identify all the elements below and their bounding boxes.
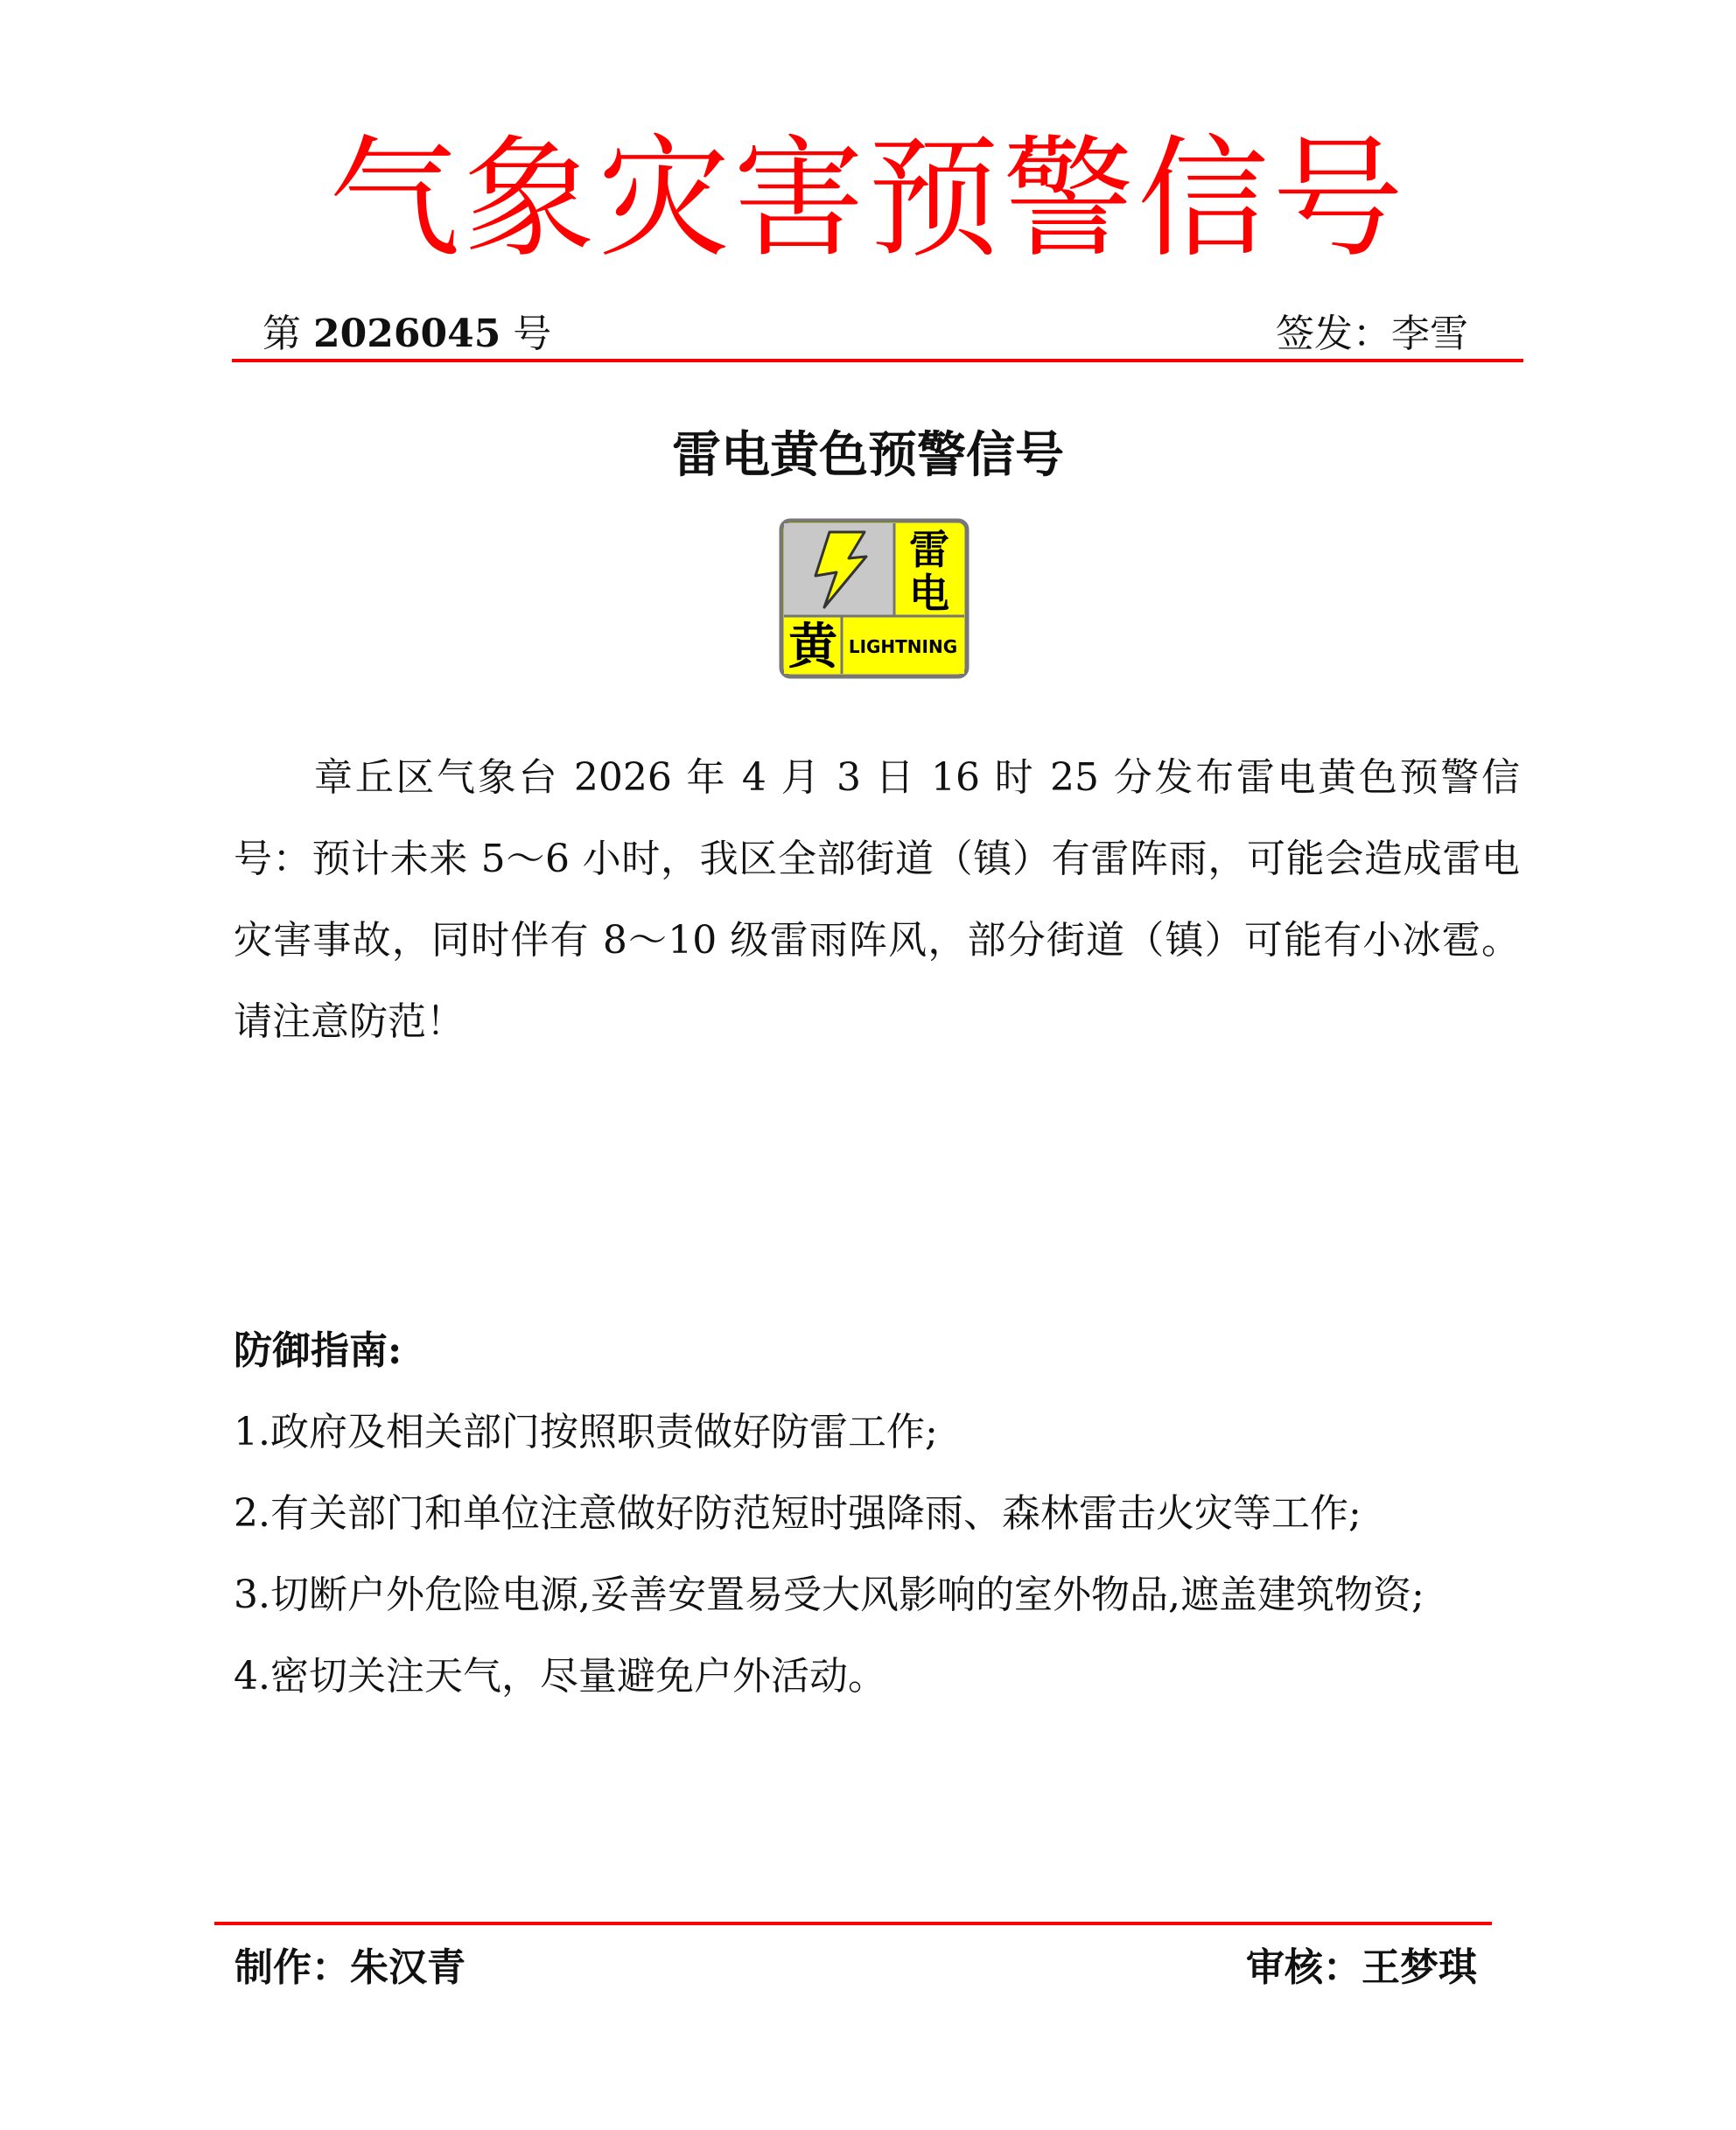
reviewer: 审核：王梦琪	[1246, 1945, 1477, 1990]
guide-heading: 防御指南:	[234, 1328, 402, 1373]
number-prefix: 第	[262, 312, 313, 356]
guide-item: 4.密切关注天气，尽量避免户外活动。	[234, 1654, 886, 1699]
number-suffix: 号	[500, 312, 552, 356]
issuer: 签发：李雪	[1276, 312, 1468, 356]
signal-title: 雷电黄色预警信号	[672, 426, 1064, 484]
guide-list	[234, 1391, 1529, 1717]
bottom-divider	[214, 1922, 1492, 1925]
warning-paragraph: 章丘区气象台 2026 年 4 月 3 日 16 时 25 分发布雷电黄色预警信号：预计未来 5～6 小时，我区全部街道（镇）有雷阵雨，可能会造成雷电灾害事故，同时伴有 8～10 级雷雨阵风，部分街道（镇）可能有小冰雹。请注意防范！	[234, 755, 1520, 1044]
icon-label: LIGHTNING	[848, 636, 958, 657]
guide-item: 1.政府及相关部门按照职责做好防雷工作;	[234, 1410, 938, 1454]
top-divider	[232, 359, 1523, 362]
guide-item: 3.切断户外危险电源,妥善安置易受大风影响的室外物品,遮盖建筑物资;	[234, 1573, 1424, 1617]
icon-char-lei: 雷电	[909, 526, 949, 617]
icon-char-huang: 黄	[788, 619, 837, 676]
number-value: 2026045	[313, 312, 501, 356]
banner-title: 气象灾害预警信号	[328, 123, 1407, 276]
maker: 制作：朱汉青	[234, 1945, 466, 1990]
document-number	[262, 308, 551, 361]
lightning-yellow-warning-icon	[779, 518, 970, 679]
guide-item: 2.有关部门和单位注意做好防范短时强降雨、森林雷击火灾等工作;	[234, 1491, 1362, 1536]
